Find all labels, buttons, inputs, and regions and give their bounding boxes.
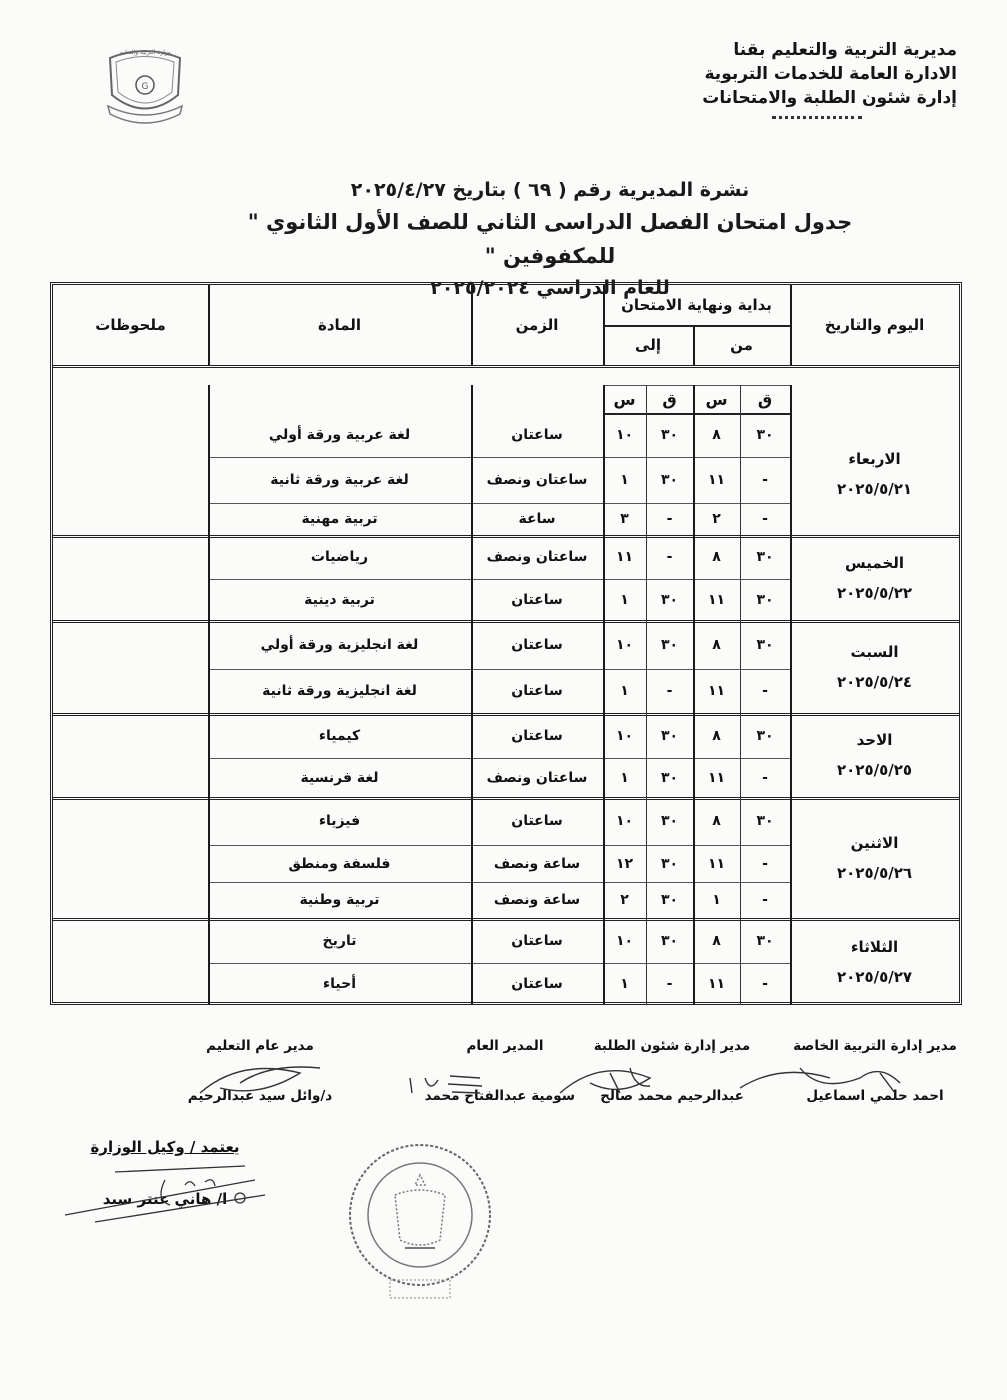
exam-subject: لغة فرنسية — [300, 769, 379, 786]
header-to: إلى — [635, 336, 661, 354]
exam-notes — [53, 503, 208, 535]
header-exam-start-end: بداية ونهاية الامتحان — [621, 296, 772, 314]
exam-from-minute: - — [762, 472, 768, 488]
exam-date: ٢٠٢٥/٥/٢٤ — [836, 672, 913, 691]
row-rule — [53, 365, 959, 368]
exam-to-hour: ٣ — [620, 511, 629, 527]
exam-subject: فلسفة ومنطق — [288, 855, 391, 872]
signature-name: عبدالرحيم محمد صالح — [600, 1088, 744, 1104]
academic-year: للعام الدراسي ٢٠٢٥/٢٠٢٤ — [430, 277, 670, 299]
exam-subject: كيمياء — [318, 727, 361, 744]
exam-to-minute: - — [666, 511, 673, 527]
bulletin-title: نشرة المديرية رقم ( ٦٩ ) بتاريخ ٢٠٢٥/٤/٢٧ — [350, 179, 750, 201]
row-rule — [208, 963, 790, 964]
header-notes: ملحوظات — [95, 316, 166, 334]
exam-to-hour: ١ — [620, 769, 629, 786]
exam-notes — [53, 579, 208, 620]
subheader-to-minute: ق — [662, 389, 677, 409]
exam-to-hour: ١ — [620, 683, 629, 699]
exam-notes — [53, 882, 208, 918]
signatures-block — [180, 1038, 970, 1128]
exam-duration: ساعتان — [511, 591, 563, 608]
exam-to-minute: ٣٠ — [660, 932, 679, 949]
exam-to-hour: ١٠ — [615, 727, 634, 744]
subheader-from-hour: س — [705, 389, 728, 409]
column-rule — [208, 285, 210, 365]
row-rule — [208, 457, 790, 458]
approval-signature-icon — [55, 1160, 275, 1230]
exam-from-minute: ٣٠ — [756, 636, 774, 653]
exam-subject: فيزياء — [318, 813, 361, 829]
exam-date: ٢٠٢٥/٥/٢٧ — [836, 967, 913, 986]
exam-duration: ساعتان — [511, 727, 563, 744]
column-rule — [790, 385, 792, 1005]
exam-from-minute: - — [762, 976, 768, 992]
signature-name: د/وائل سيد عبدالرحيم — [187, 1088, 333, 1104]
exam-from-minute: ٣٠ — [756, 813, 774, 829]
exam-duration: ساعتان ونصف — [486, 472, 588, 488]
exam-to-minute: ٣٠ — [660, 813, 679, 829]
letterhead-underline — [772, 112, 862, 119]
exam-from-hour: ١١ — [707, 591, 726, 608]
exam-subject: أحياء — [322, 976, 357, 992]
header-from: من — [730, 336, 753, 354]
row-rule — [208, 579, 790, 580]
exam-to-hour: ١١ — [615, 549, 634, 565]
column-rule — [471, 285, 473, 365]
column-rule — [208, 385, 210, 1005]
day-cell — [790, 620, 959, 713]
exam-to-minute: - — [666, 549, 673, 565]
exam-from-minute: - — [762, 769, 768, 786]
exam-to-minute: ٣٠ — [660, 892, 679, 908]
eagle-seal-icon — [335, 1130, 505, 1300]
exam-duration: ساعة ونصف — [493, 855, 581, 872]
exam-date: ٢٠٢٥/٥/٢٦ — [836, 863, 913, 882]
exam-subject: تربية مهنية — [301, 511, 378, 527]
exam-from-hour: ٨ — [712, 427, 721, 443]
day-cell — [790, 797, 959, 918]
exam-notes — [53, 620, 208, 669]
signature-role: المدير العام — [466, 1038, 544, 1054]
subheader-to-hour: س — [613, 389, 636, 409]
approval-heading: يعتمد / وكيل الوزارة — [90, 1138, 240, 1156]
day-cell — [790, 713, 959, 797]
row-rule — [603, 385, 790, 386]
exam-notes — [53, 669, 208, 713]
day-cell — [790, 918, 959, 1005]
exam-duration: ساعتان — [511, 932, 563, 949]
exam-from-hour: ١١ — [707, 472, 726, 488]
exam-to-minute: ٣٠ — [660, 636, 679, 653]
letterhead-department: إدارة شئون الطلبة والامتحانات — [702, 88, 957, 108]
exam-from-minute: ٣٠ — [756, 932, 774, 949]
exam-to-minute: ٣٠ — [660, 591, 679, 608]
exam-from-hour: ٨ — [712, 636, 721, 653]
exam-to-minute: ٣٠ — [660, 855, 679, 872]
exam-to-hour: ١٢ — [615, 855, 634, 872]
exam-to-hour: ١ — [620, 472, 629, 488]
schedule-title: جدول امتحان الفصل الدراسى الثاني للصف الأول الثانوي " للمكفوفين " — [247, 210, 853, 268]
day-name: الاحد — [856, 731, 893, 749]
exam-to-hour: ٢ — [620, 892, 629, 908]
exam-notes — [53, 963, 208, 1005]
exam-notes — [53, 797, 208, 845]
column-rule — [740, 385, 741, 1005]
day-cell — [790, 413, 959, 535]
column-rule — [693, 385, 695, 1005]
exam-to-minute: ٣٠ — [660, 727, 679, 744]
exam-subject: رياضيات — [310, 549, 369, 565]
exam-to-hour: ١ — [620, 976, 629, 992]
column-rule — [646, 385, 647, 1005]
exam-from-minute: - — [762, 683, 768, 699]
handwritten-signatures-icon — [180, 1048, 970, 1108]
exam-from-minute: ٣٠ — [756, 591, 774, 608]
exam-to-minute: ٣٠ — [660, 472, 679, 488]
header-subject: المادة — [318, 316, 362, 334]
svg-text:وزارة التربية والتعليم: وزارة التربية والتعليم — [119, 49, 171, 56]
exam-from-minute: ٣٠ — [756, 549, 774, 565]
exam-to-minute: ٣٠ — [660, 427, 679, 443]
exam-date: ٢٠٢٥/٥/٢٢ — [836, 583, 913, 602]
signature-name: احمد حلمي اسماعيل — [806, 1088, 944, 1104]
header-duration: الزمن — [515, 316, 559, 334]
exam-subject: تاريخ — [322, 932, 357, 949]
exam-duration: ساعتان — [511, 813, 563, 829]
exam-from-minute: - — [762, 892, 768, 908]
exam-to-hour: ١٠ — [615, 636, 634, 653]
signature-role: مدير عام التعليم — [206, 1038, 314, 1054]
ministry-emblem-icon — [100, 40, 190, 130]
exam-duration: ساعتان — [511, 976, 563, 992]
exam-from-hour: ٨ — [712, 932, 721, 949]
exam-subject: لغة انجليزية ورقة ثانية — [262, 683, 417, 699]
subheader-from-minute: ق — [757, 389, 773, 409]
exam-notes — [53, 713, 208, 758]
exam-notes — [53, 918, 208, 963]
exam-duration: ساعتان — [511, 636, 563, 653]
exam-to-minute: - — [666, 976, 673, 992]
signature-role: مدير إدارة التربية الخاصة — [793, 1038, 957, 1054]
letterhead — [667, 38, 957, 119]
exam-duration: ساعة — [518, 511, 556, 527]
exam-to-hour: ١ — [620, 591, 629, 608]
exam-date: ٢٠٢٥/٥/٢٥ — [836, 761, 913, 779]
signature-name: سومية عبدالفتاح محمد — [424, 1088, 575, 1104]
letterhead-directorate: مديرية التربية والتعليم بقنا — [733, 40, 957, 60]
column-rule — [693, 325, 695, 365]
letterhead-general-admin: الادارة العامة للخدمات التربوية — [704, 64, 957, 84]
exam-from-hour: ٨ — [712, 727, 721, 744]
exam-schedule-table — [50, 282, 962, 1005]
exam-from-hour: ١١ — [707, 769, 726, 786]
approval-name: ا/ هاني عنتر سيد — [102, 1190, 228, 1208]
exam-to-hour: ١٠ — [615, 427, 634, 443]
exam-to-minute: - — [666, 683, 673, 699]
exam-duration: ساعتان — [511, 683, 563, 699]
exam-from-hour: ٨ — [712, 813, 721, 829]
exam-duration: ساعة ونصف — [493, 892, 581, 908]
day-name: الاثنين — [850, 833, 899, 852]
day-name: الخميس — [845, 553, 904, 572]
row-rule — [208, 845, 790, 846]
day-cell — [790, 535, 959, 620]
exam-from-hour: ١ — [712, 892, 721, 908]
signature-role: مدير إدارة شئون الطلبة — [593, 1038, 751, 1054]
day-name: السبت — [850, 642, 899, 661]
exam-from-hour: ١١ — [707, 683, 726, 699]
exam-from-hour: ١١ — [707, 855, 726, 872]
exam-to-hour: ١٠ — [615, 813, 634, 829]
exam-from-minute: - — [762, 855, 768, 872]
exam-to-hour: ١٠ — [615, 932, 634, 949]
exam-notes — [53, 535, 208, 579]
exam-subject: لغة عربية ورقة ثانية — [270, 472, 409, 488]
exam-from-hour: ٢ — [712, 511, 721, 527]
row-rule — [208, 882, 790, 883]
day-name: الثلاثاء — [850, 937, 899, 956]
day-name: الاربعاء — [848, 450, 901, 468]
exam-subject: تربية دينية — [304, 591, 375, 608]
exam-notes — [53, 413, 208, 457]
exam-notes — [53, 758, 208, 797]
exam-from-minute: ٣٠ — [756, 727, 774, 744]
exam-from-minute: ٣٠ — [756, 427, 774, 443]
header-day-date: اليوم والتاريخ — [824, 316, 925, 334]
row-rule — [603, 325, 790, 327]
ministry-approval — [75, 1138, 255, 1208]
column-rule — [603, 385, 605, 1005]
exam-from-hour: ٨ — [712, 549, 721, 565]
exam-subject: لغة انجليزية ورقة أولي — [260, 636, 419, 653]
exam-subject: تربية وطنية — [299, 892, 380, 908]
column-rule — [471, 385, 473, 1005]
exam-notes — [53, 457, 208, 503]
exam-subject: لغة عربية ورقة أولي — [268, 427, 411, 443]
row-rule — [208, 503, 790, 504]
row-rule — [208, 758, 790, 759]
svg-text:G: G — [141, 82, 149, 92]
exam-notes — [53, 845, 208, 882]
exam-date: ٢٠٢٥/٥/٢١ — [836, 480, 913, 498]
exam-from-hour: ١١ — [707, 976, 726, 992]
exam-duration: ساعتان ونصف — [486, 549, 588, 565]
row-rule — [208, 669, 790, 670]
column-rule — [790, 285, 792, 365]
exam-duration: ساعتان — [511, 427, 563, 443]
exam-to-minute: ٣٠ — [660, 769, 679, 786]
exam-duration: ساعتان ونصف — [486, 769, 588, 786]
exam-from-minute: - — [762, 511, 768, 527]
